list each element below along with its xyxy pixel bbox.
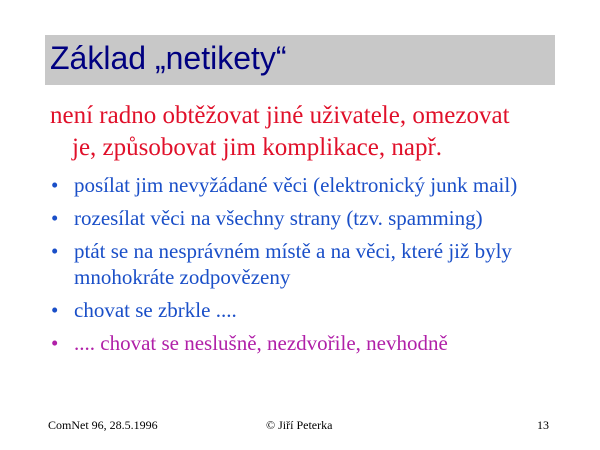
bullet-dot-icon: • (51, 239, 59, 263)
bullet-dot-icon: • (51, 206, 59, 230)
footer-conference: ComNet 96, 28.5.1996 (48, 418, 158, 432)
bullet-dot-icon: • (51, 298, 59, 322)
bullet-list (50, 172, 580, 363)
intro-text (50, 100, 570, 164)
bullet-item (50, 205, 580, 231)
bullet-text: chovat se zbrkle .... (74, 298, 237, 322)
bullet-item (50, 330, 580, 356)
bullet-text: .... chovat se neslušně, nezdvořile, nevhodně (74, 331, 448, 355)
intro-line-1: není radno obtěžovat jiné uživatele, omezovat (50, 102, 510, 129)
slide-title: Základ „netikety“ (50, 40, 287, 76)
bullet-text: posílat jim nevyžádané věci (elektronický junk mail) (74, 173, 518, 197)
footer-author: © Jiří Peterka (266, 418, 333, 432)
intro-line-2: je, způsobovat jim komplikace, např. (72, 134, 443, 161)
bullet-dot-icon: • (51, 173, 59, 197)
bullet-text: ptát se na nesprávném místě a na věci, které již byly mnohokráte zodpovězeny (74, 239, 512, 289)
bullet-text: rozesílat věci na všechny strany (tzv. spamming) (74, 206, 483, 230)
bullet-item (50, 172, 580, 198)
bullet-item (50, 238, 580, 290)
bullet-item (50, 297, 580, 323)
title-bar (45, 35, 555, 85)
footer-page-number: 13 (537, 418, 549, 432)
bullet-dot-icon: • (51, 331, 59, 355)
